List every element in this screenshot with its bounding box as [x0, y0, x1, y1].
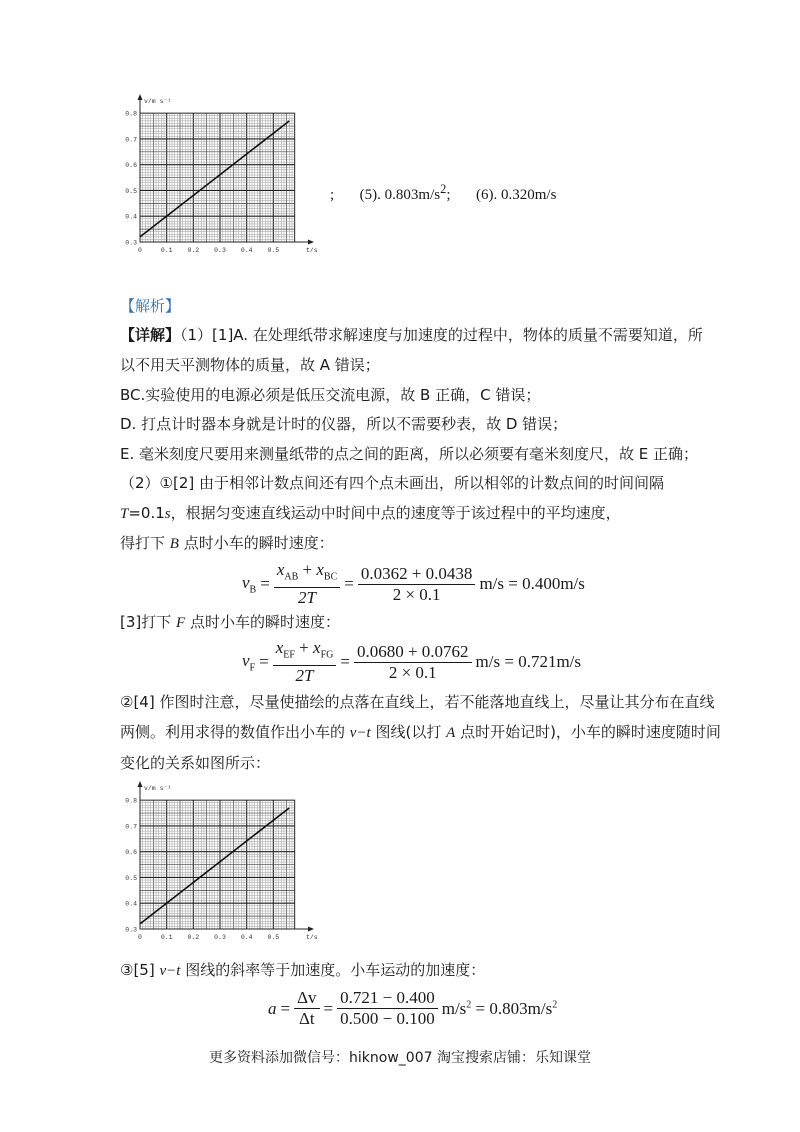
x-tick-label: 0.5: [267, 934, 280, 941]
y-tick-label: 0.5: [125, 187, 137, 195]
x-axis-label: t/s: [306, 247, 318, 254]
x-tick-label: 0.1: [160, 934, 173, 941]
y-tick-label: 0.3: [125, 239, 137, 247]
paragraph-1b: 以不用天平测物体的质量，故 A 错误；: [120, 356, 380, 374]
y-axis-arrow: [138, 781, 143, 787]
equation-accel: a = $\frac{\Delta v}{\Delta t}$ = $\frac{0.721 - 0.400}{0.500 - 0.100}$ $m/s^2 = 0.803m/s^2$: [268, 988, 558, 1028]
x-tick-label: 0: [138, 934, 142, 941]
x-tick-label: 0.2: [187, 934, 200, 941]
y-tick-label: 0.8: [125, 797, 137, 805]
paragraph-5: （2）①[2] 由于相邻计数点间还有四个点未画出，所以相邻的计数点间的时间间隔: [120, 474, 665, 492]
analysis-header: 【解析】: [120, 297, 181, 315]
vt-graph-top: [118, 92, 323, 270]
x-tick-label: 0.2: [187, 247, 200, 254]
paragraph-6: T=0.1s，根据匀变速直线运动中时间中点的速度等于该过程中的平均速度，: [120, 504, 621, 522]
x-axis-arrow: [308, 240, 314, 245]
y-tick-label: 0.6: [125, 849, 137, 857]
answer-6: (6). 0.320m/s: [476, 187, 557, 203]
x-tick-label: 0.1: [160, 247, 173, 254]
y-tick-label: 0.4: [125, 213, 137, 221]
y-tick-label: 0.8: [125, 110, 137, 118]
footer-note: 更多资料添加微信号：hiknow_007 淘宝搜索店铺：乐知课堂: [209, 1050, 591, 1066]
y-tick-label: 0.7: [125, 136, 137, 144]
answer-5-tail: ;: [446, 187, 451, 203]
x-axis-label: t/s: [306, 934, 318, 941]
detail-tag: 【详解】: [120, 326, 181, 344]
paragraph-7: 得打下 B 点时小车的瞬时速度：: [120, 534, 334, 552]
answer-5: (5). 0.803m/s: [359, 187, 441, 203]
y-tick-label: 0.4: [125, 900, 137, 908]
x-tick-label: 0.3: [214, 247, 226, 254]
answer-separator: ;: [330, 187, 335, 203]
x-tick-label: 0.4: [240, 247, 253, 254]
paragraph-10: 两侧。利用求得的数值作出小车的 v−t 图线(以打 A 点时开始记时)，小车的瞬时速度随时间: [120, 723, 721, 741]
y-tick-label: 0.6: [125, 162, 137, 170]
y-axis-arrow: [138, 94, 143, 100]
paragraph-8: [3]打下 F 点时小车的瞬时速度：: [120, 613, 340, 631]
paragraph-4: E. 毫米刻度尺要用来测量纸带的点之间的距离，所以必须要有毫米刻度尺，故 E 正确；: [120, 445, 699, 463]
paragraph-9: ②[4] 作图时注意，尽量使描绘的点落在直线上，若不能落地直线上，尽量让其分布在直线: [120, 693, 715, 711]
y-axis-label: v/m s⁻¹: [144, 98, 172, 105]
paragraph-3: D. 打点计时器本身就是计时的仪器，所以不需要秒表，故 D 错误；: [120, 415, 568, 433]
paragraph-1a: 【详解】（1）[1]A. 在处理纸带求解速度与加速度的过程中，物体的质量不需要知道，所: [120, 326, 703, 344]
x-tick-label: 0.4: [240, 934, 253, 941]
answer-5-sup: 2: [440, 182, 447, 196]
equation-vf: $v_F$ = $\frac{x_{EF} + x_{FG}}{2T}$ = $\frac{0.0680 + 0.0762}{2 \times 0.1}$ m/s = 0.721m/s: [242, 638, 582, 686]
x-axis-arrow: [308, 927, 314, 932]
paragraph-2: BC.实验使用的电源必须是低压交流电源，故 B 正确，C 错误；: [120, 386, 541, 404]
top-answers: [330, 182, 556, 204]
paragraph-11: 变化的关系如图所示：: [120, 754, 271, 772]
y-axis-label: v/m s⁻¹: [144, 785, 172, 792]
equation-vb: $v_B$ = $\frac{x_{AB} + x_{BC}}{2T}$ = $\frac{0.0362 + 0.0438}{2 \times 0.1}$ m/s = 0.400m/s: [242, 560, 585, 608]
paragraph-12: ③[5] v−t 图线的斜率等于加速度。小车运动的加速度：: [120, 961, 486, 979]
x-tick-label: 0.5: [267, 247, 280, 254]
y-tick-label: 0.3: [125, 926, 137, 934]
y-tick-label: 0.5: [125, 874, 137, 882]
y-tick-label: 0.7: [125, 823, 137, 831]
x-tick-label: 0: [138, 247, 142, 254]
vt-graph-bottom: [118, 779, 323, 957]
x-tick-label: 0.3: [214, 934, 226, 941]
